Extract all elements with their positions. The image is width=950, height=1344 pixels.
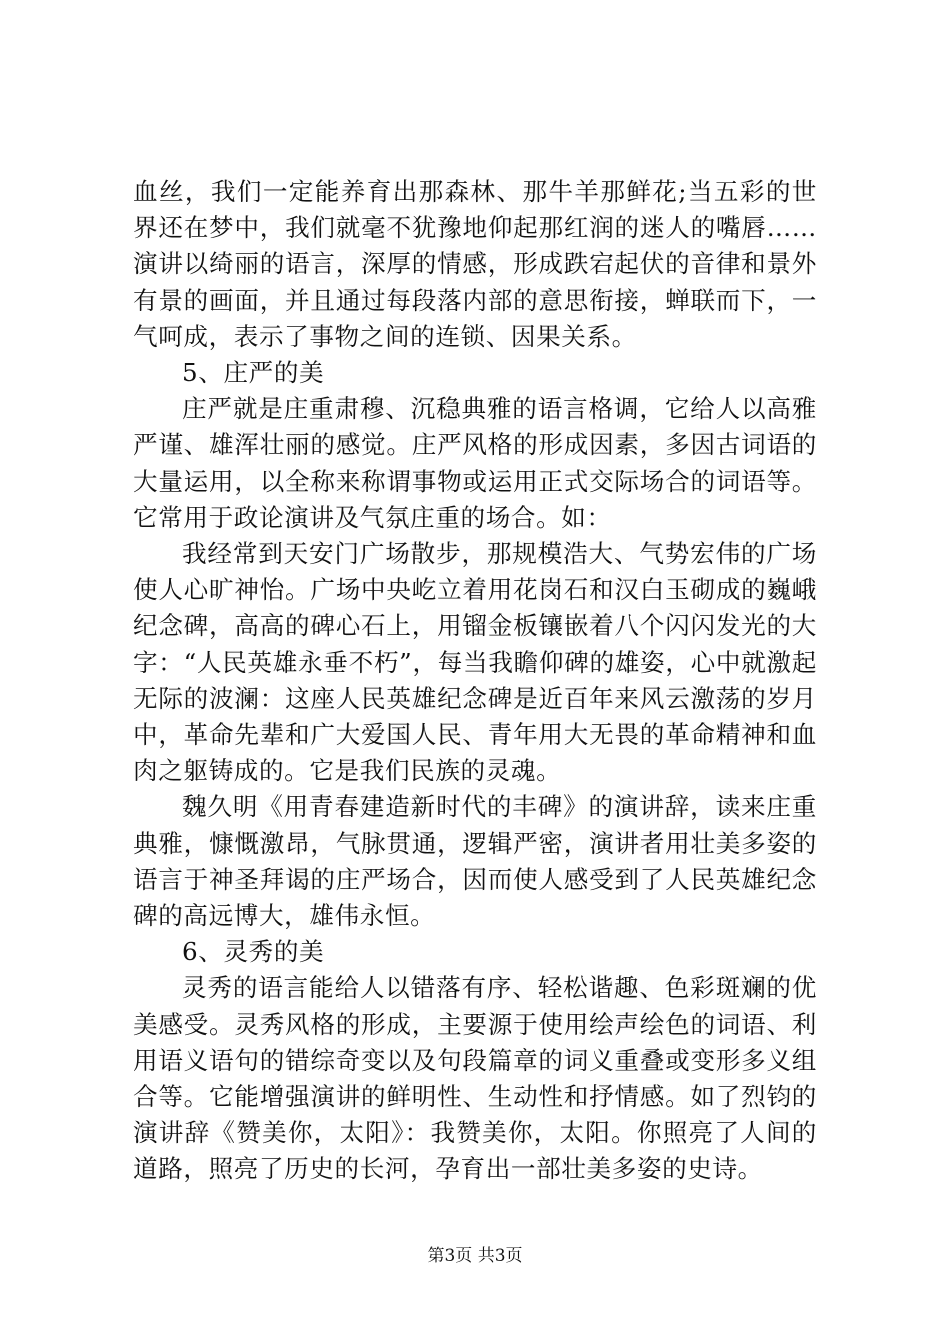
paragraph-solemn-analysis: 魏久明《用青春建造新时代的丰碑》的演讲辞，读来庄重典雅，慷慨激昂，气脉贯通，逻辑严密，演讲者用壮美多姿的语言于神圣拜谒的庄严场合，因而使人感受到了人民英雄纪念碑的高远博大，雄伟永恒。 (133, 792, 817, 931)
section-heading-graceful-beauty: 6、灵秀的美 (182, 937, 325, 967)
page-number-footer: 第3页 共3页 (427, 1246, 523, 1266)
paragraph-graceful-definition: 灵秀的语言能给人以错落有序、轻松谐趣、色彩斑斓的优美感受。灵秀风格的形成，主要源于使用绘声绘色的词语、利用语义语句的错综奇变以及句段篇章的词义重叠或变形多义组合等。它能增强演讲的鲜明性、生动性和抒情感。如了烈钧的演讲辞《赞美你，太阳》：我赞美你，太阳。你照亮了人间的道路，照亮了历史的长河，孕育出一部壮美多姿的史诗。 (133, 973, 817, 1184)
section-heading-solemn-beauty: 5、庄严的美 (182, 358, 325, 388)
paragraph-solemn-example: 我经常到天安门广场散步，那规模浩大、气势宏伟的广场使人心旷神怡。广场中央屹立着用花岗石和汉白玉砌成的巍峨纪念碑，高高的碑心石上，用镏金板镶嵌着八个闪闪发光的大字：“人民英雄永垂不朽”，每当我瞻仰碑的雄姿，心中就激起无际的波澜：这座人民英雄纪念碑是近百年来风云激荡的岁月中，革命先辈和广大爱国人民、青年用大无畏的革命精神和血肉之躯铸成的。它是我们民族的灵魂。 (133, 539, 817, 786)
paragraph-solemn-definition: 庄严就是庄重肃穆、沉稳典雅的语言格调，它给人以高雅严谨、雄浑壮丽的感觉。庄严风格的形成因素，多因古词语的大量运用，以全称来称谓事物或运用正式交际场合的词语等。它常用于政论演讲及气氛庄重的场合。如： (133, 394, 817, 532)
document-body (133, 174, 817, 1188)
paragraph-continuation: 血丝，我们一定能养育出那森林、那牛羊那鲜花;当五彩的世界还在梦中，我们就毫不犹豫地仰起那红润的迷人的嘴唇……演讲以绮丽的语言，深厚的情感，形成跌宕起伏的音律和景外有景的画面，并且通过每段落内部的意思衔接，蝉联而下，一气呵成，表示了事物之间的连锁、因果关系。 (133, 177, 817, 351)
